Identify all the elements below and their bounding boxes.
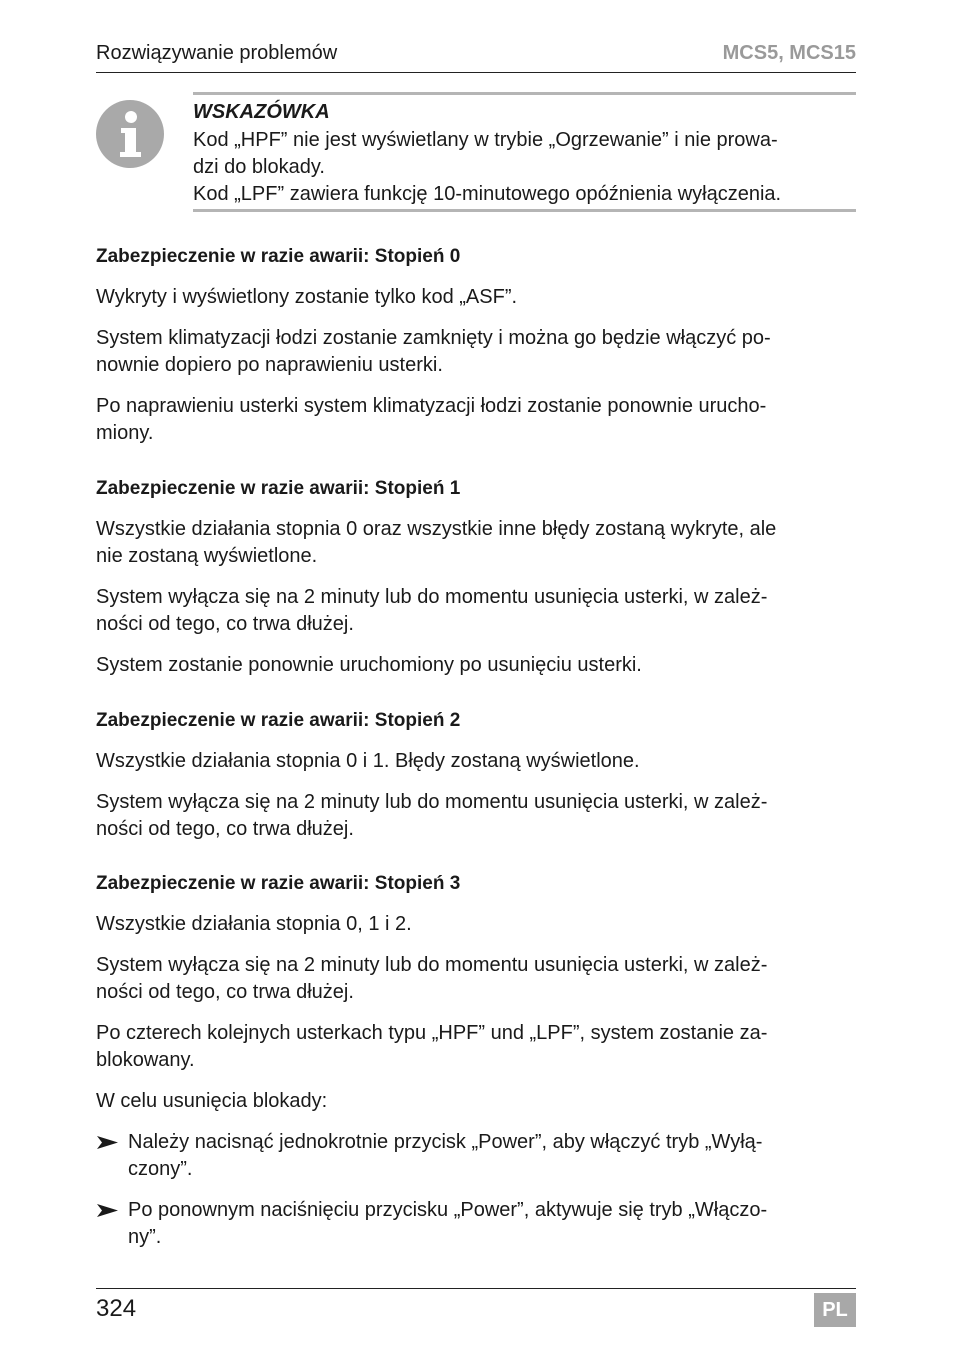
text-line: Po czterech kolejnych usterkach typu „HPF” und „LPF”, system zostanie za- [96, 1022, 768, 1044]
arrow-bullet-icon [96, 1129, 120, 1156]
note-content [193, 92, 856, 212]
text-line: System wyłącza się na 2 minuty lub do momentu usunięcia usterki, w zależ- [96, 791, 768, 813]
info-icon [96, 100, 164, 168]
text-line: Wszystkie działania stopnia 0 i 1. Błędy zostaną wyświetlone. [96, 750, 640, 772]
text-line: System klimatyzacji łodzi zostanie zamknięty i można go będzie włączyć po- [96, 327, 771, 349]
language-badge: PL [814, 1293, 856, 1327]
text-line: Po naprawieniu usterki system klimatyzacji łodzi zostanie ponownie urucho- [96, 395, 767, 417]
text-line: czony”. [128, 1158, 193, 1180]
text-line: System zostanie ponownie uruchomiony po usunięciu usterki. [96, 654, 642, 676]
section-heading: Zabezpieczenie w razie awarii: Stopień 1 [96, 478, 461, 499]
arrow-bullet-icon [96, 1197, 120, 1224]
note-box [96, 92, 856, 214]
note-line: Kod „HPF” nie jest wyświetlany w trybie „Ogrzewanie” i nie prowa- [193, 129, 778, 151]
text-line: System wyłącza się na 2 minuty lub do momentu usunięcia usterki, w zależ- [96, 586, 768, 608]
section-title: Rozwiązywanie problemów [96, 42, 338, 64]
text-line: ny”. [128, 1226, 162, 1248]
text-line: Wszystkie działania stopnia 0, 1 i 2. [96, 913, 412, 935]
manual-page [96, 0, 856, 1352]
text-line: W celu usunięcia blokady: [96, 1090, 328, 1112]
section-heading: Zabezpieczenie w razie awarii: Stopień 2 [96, 710, 461, 731]
paragraph [96, 393, 856, 447]
text-line: ności od tego, co trwa dłużej. [96, 981, 354, 1003]
paragraph [96, 911, 856, 938]
paragraph [96, 789, 856, 843]
text-line: ności od tego, co trwa dłużej. [96, 613, 354, 635]
paragraph [96, 652, 856, 679]
note-line: dzi do blokady. [193, 156, 325, 178]
paragraph [96, 748, 856, 775]
note-text [193, 127, 856, 208]
section-heading: Zabezpieczenie w razie awarii: Stopień 3 [96, 873, 461, 894]
note-line: Kod „LPF” zawiera funkcję 10-minutowego opóźnienia wyłączenia. [193, 183, 782, 205]
text-line: Wszystkie działania stopnia 0 oraz wszystkie inne błędy zostaną wykryte, ale [96, 518, 777, 540]
paragraph [96, 952, 856, 1006]
text-line: ności od tego, co trwa dłużej. [96, 818, 354, 840]
paragraph [96, 284, 856, 311]
text-line: blokowany. [96, 1049, 195, 1071]
page-header [96, 40, 856, 73]
paragraph [96, 325, 856, 379]
page-number: 324 [96, 1295, 137, 1322]
text-line: miony. [96, 422, 154, 444]
text-line: System wyłącza się na 2 minuty lub do momentu usunięcia usterki, w zależ- [96, 954, 768, 976]
paragraph [96, 1088, 856, 1115]
paragraph [96, 516, 856, 570]
paragraph [96, 584, 856, 638]
page-footer [96, 1288, 856, 1329]
paragraph [96, 1020, 856, 1074]
text-line: Po ponownym naciśnięciu przycisku „Power”, aktywuje się tryb „Włączo- [128, 1199, 768, 1221]
section-heading: Zabezpieczenie w razie awarii: Stopień 0 [96, 246, 461, 267]
note-title: WSKAZÓWKA [193, 101, 330, 123]
text-line: Wykryty i wyświetlony zostanie tylko kod „ASF”. [96, 286, 518, 308]
text-line: Należy nacisnąć jednokrotnie przycisk „Power”, aby włączyć tryb „Wyłą- [128, 1131, 763, 1153]
text-line: nownie dopiero po naprawieniu usterki. [96, 354, 443, 376]
text-line: nie zostaną wyświetlone. [96, 545, 318, 567]
model-label: MCS5, MCS15 [722, 42, 856, 64]
